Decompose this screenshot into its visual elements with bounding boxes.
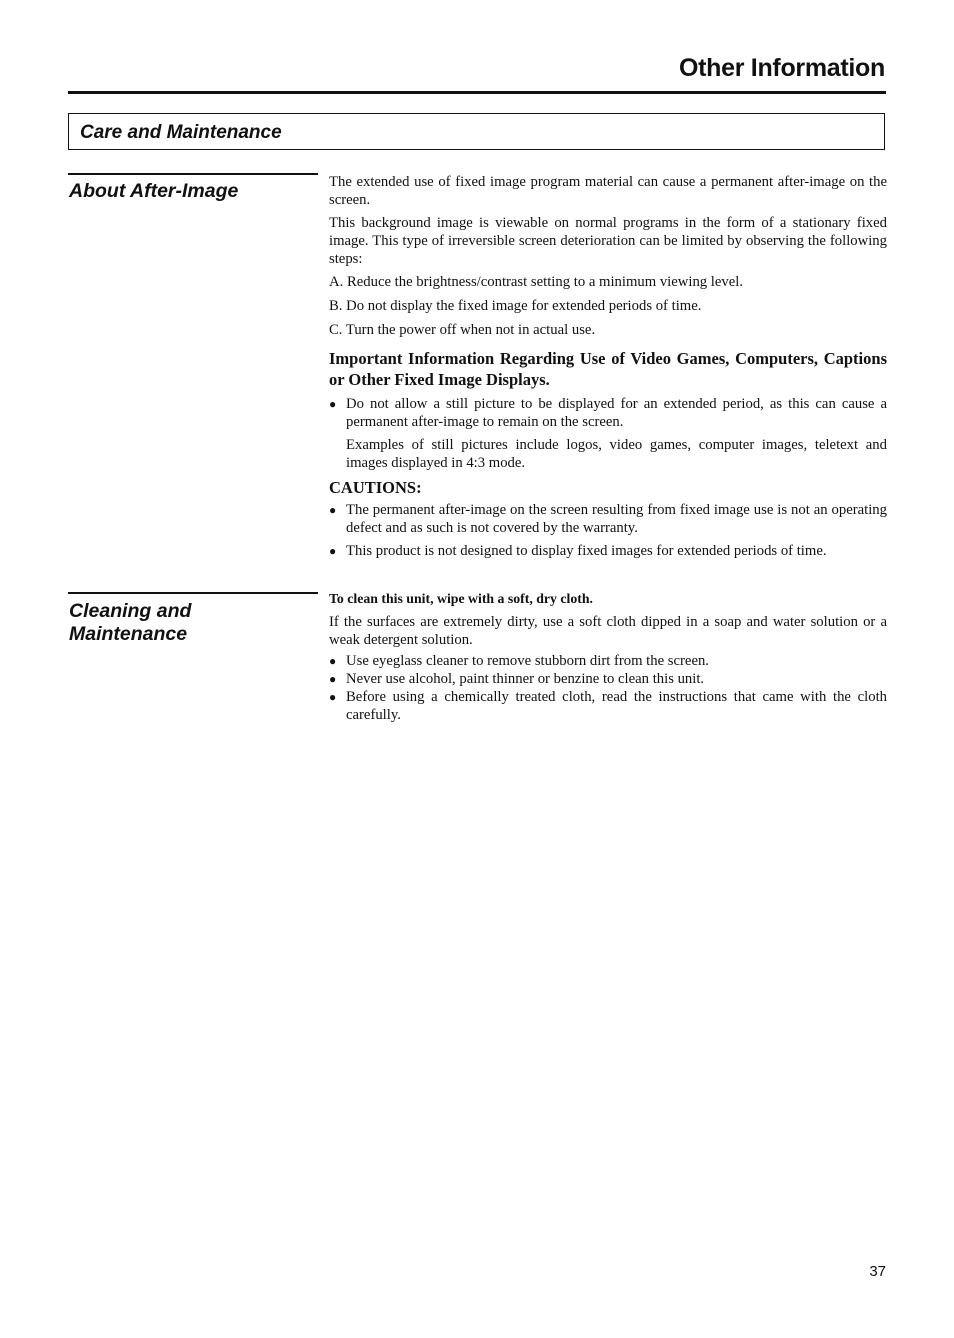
title-divider [68, 91, 886, 94]
caution-item [329, 501, 887, 537]
cautions-heading: CAUTIONS: [329, 478, 422, 497]
after-image-intro-1: The extended use of fixed image program material can cause a permanent after-image on the screen. [329, 174, 887, 208]
step-b: B. Do not display the fixed image for extended periods of time. [329, 298, 702, 314]
bullet-icon: ● [329, 544, 337, 558]
section-title-box [68, 113, 885, 150]
bullet-icon: ● [329, 654, 337, 668]
bullet-icon: ● [329, 397, 337, 411]
step-a: A. Reduce the brightness/contrast setting to a minimum viewing level. [329, 274, 744, 290]
cleaning-text: If the surfaces are extremely dirty, use a soft cloth dipped in a soap and water solution or a weak detergent solution. [329, 614, 887, 648]
cleaning-body [329, 590, 887, 724]
cleaning-lead: To clean this unit, wipe with a soft, dry cloth. [329, 591, 593, 606]
cleaning-item [329, 670, 887, 688]
important-heading: Important Information Regarding Use of Video Games, Computers, Captions or Other Fixed Image Displays. [329, 349, 887, 389]
after-image-divider [68, 173, 318, 175]
cleaning-heading-line-1: Cleaning and [69, 600, 192, 622]
cleaning-item [329, 688, 887, 724]
cleaning-item-text: Never use alcohol, paint thinner or benzine to clean this unit. [346, 671, 705, 687]
caution-text: This product is not designed to display fixed images for extended periods of time. [346, 543, 827, 559]
important-bullet [329, 395, 887, 431]
cleaning-heading-line-2: Maintenance [69, 623, 188, 645]
page-number: 37 [869, 1263, 886, 1280]
important-bullet-text: Do not allow a still picture to be displayed for an extended period, as this can cause a permanent after-image to remain on the screen. [346, 396, 887, 430]
cleaning-divider [68, 592, 318, 594]
section-title: Care and Maintenance [80, 122, 282, 143]
cleaning-item [329, 652, 887, 670]
important-examples: Examples of still pictures include logos, video games, computer images, teletext and images displayed in 4:3 mode. [346, 437, 887, 471]
cleaning-item-text: Before using a chemically treated cloth, read the instructions that came with the cloth carefully. [346, 689, 887, 723]
step-c: C. Turn the power off when not in actual use. [329, 322, 596, 338]
caution-item [329, 542, 887, 560]
bullet-icon: ● [329, 690, 337, 704]
after-image-body [329, 173, 887, 565]
after-image-intro-2: This background image is viewable on normal programs in the form of a stationary fixed image. This type of irreversible screen deterioration can be limited by observing the following steps: [329, 215, 887, 267]
bullet-icon: ● [329, 672, 337, 686]
bullet-icon: ● [329, 503, 337, 517]
cleaning-item-text: Use eyeglass cleaner to remove stubborn dirt from the screen. [346, 653, 709, 669]
caution-text: The permanent after-image on the screen resulting from fixed image use is not an operating defect and as such is not covered by the warranty. [346, 502, 887, 536]
cleaning-heading [69, 600, 314, 646]
page-title: Other Information [678, 54, 885, 82]
after-image-heading: About After-Image [69, 180, 239, 202]
